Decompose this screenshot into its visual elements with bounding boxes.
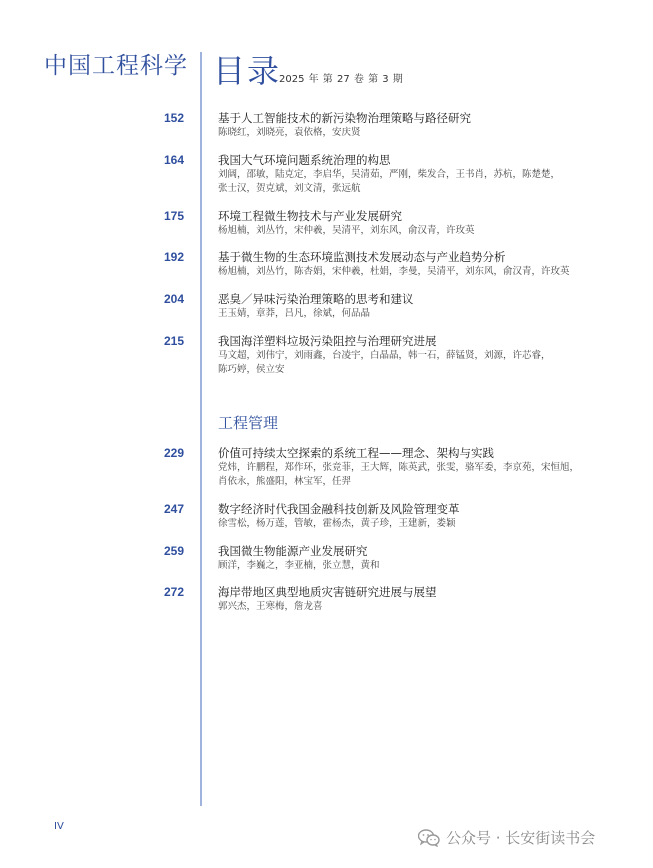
watermark xyxy=(418,827,595,848)
issue-info: 2025 年 第 27 卷 第 3 期 xyxy=(279,74,403,85)
entry-title[interactable]: 基于微生物的生态环境监测技术发展动态与产业趋势分析 xyxy=(218,250,506,264)
entry-title[interactable]: 数字经济时代我国金融科技创新及风险管理变革 xyxy=(218,502,460,516)
toc-title: 目录 xyxy=(213,52,282,90)
entry-title[interactable]: 我国大气环境问题系统治理的构思 xyxy=(218,153,391,167)
entry-authors: 徐雪松，杨万莲，管敏，霍杨杰，黄子珍，王建新，娄颖 xyxy=(218,518,456,529)
entry-page-number: 192 xyxy=(163,250,184,264)
page-number-roman: IV xyxy=(54,821,64,832)
journal-name: 中国工程科学 xyxy=(44,53,188,79)
entry-page-number: 229 xyxy=(163,446,184,460)
entry-authors: 陈晓红，刘晓亮，袁依格，安庆贤 xyxy=(218,127,361,138)
entry-authors: 马文超，刘伟宁，刘雨鑫，台凌宇，白晶晶，韩一石，薛锰贤，刘源，许芯睿， 陈巧婷，侯立安 xyxy=(218,350,551,375)
wechat-icon xyxy=(418,829,440,847)
section-title: 工程管理 xyxy=(218,414,279,432)
entry-title[interactable]: 基于人工智能技术的新污染物治理策略与路径研究 xyxy=(218,111,471,125)
entry-page-number: 215 xyxy=(163,334,184,348)
entry-title[interactable]: 我国微生物能源产业发展研究 xyxy=(218,544,368,558)
entry-page-number: 259 xyxy=(163,544,184,558)
entry-page-number: 175 xyxy=(163,209,184,223)
entry-page-number: 247 xyxy=(163,502,184,516)
entry-page-number: 164 xyxy=(163,153,184,167)
entry-authors: 顾洋，李巍之，李亚楠，张立慧，黄和 xyxy=(218,560,380,571)
entry-title[interactable]: 我国海洋塑料垃圾污染阻控与治理研究进展 xyxy=(218,334,437,348)
entry-page-number: 204 xyxy=(163,292,184,306)
entry-authors: 郭兴杰，王寒梅，詹龙喜 xyxy=(218,601,323,612)
entry-title[interactable]: 海岸带地区典型地质灾害链研究进展与展望 xyxy=(218,585,437,599)
entry-title[interactable]: 环境工程微生物技术与产业发展研究 xyxy=(218,209,402,223)
entry-page-number: 272 xyxy=(163,585,184,599)
entry-authors: 杨旭楠，刘丛竹，陈杏娟，宋仲羲，杜娟，李曼，吴清平，刘东风，俞汉青，许玫英 xyxy=(218,266,570,277)
entry-authors: 王玉婧，章莽，吕凡，徐斌，何品晶 xyxy=(218,308,371,319)
entry-page-number: 152 xyxy=(163,111,184,125)
entry-title[interactable]: 恶臭／异味污染治理策略的思考和建议 xyxy=(218,292,414,306)
entry-title[interactable]: 价值可持续太空探索的系统工程——理念、架构与实践 xyxy=(218,446,494,460)
entry-authors: 杨旭楠，刘丛竹，宋仲羲，吴清平，刘东风，俞汉青，许玫英 xyxy=(218,225,475,236)
entry-authors: 刘阔，邵敏，陆克定，李启华，吴清茹，严刚，柴发合，王书肖，苏杭，陈楚楚， 张士汉，贺克斌，刘文清，张远航 xyxy=(218,169,561,194)
entry-authors: 党炜，许鹏程，郑作环，张竞菲，王大辉，陈英武，张雯，骆军委，李京苑，宋恒旭， 肖依永，熊盛阳，林宝军，任羿 xyxy=(218,462,580,487)
watermark-text: 公众号 · 长安街读书会 xyxy=(446,829,596,847)
